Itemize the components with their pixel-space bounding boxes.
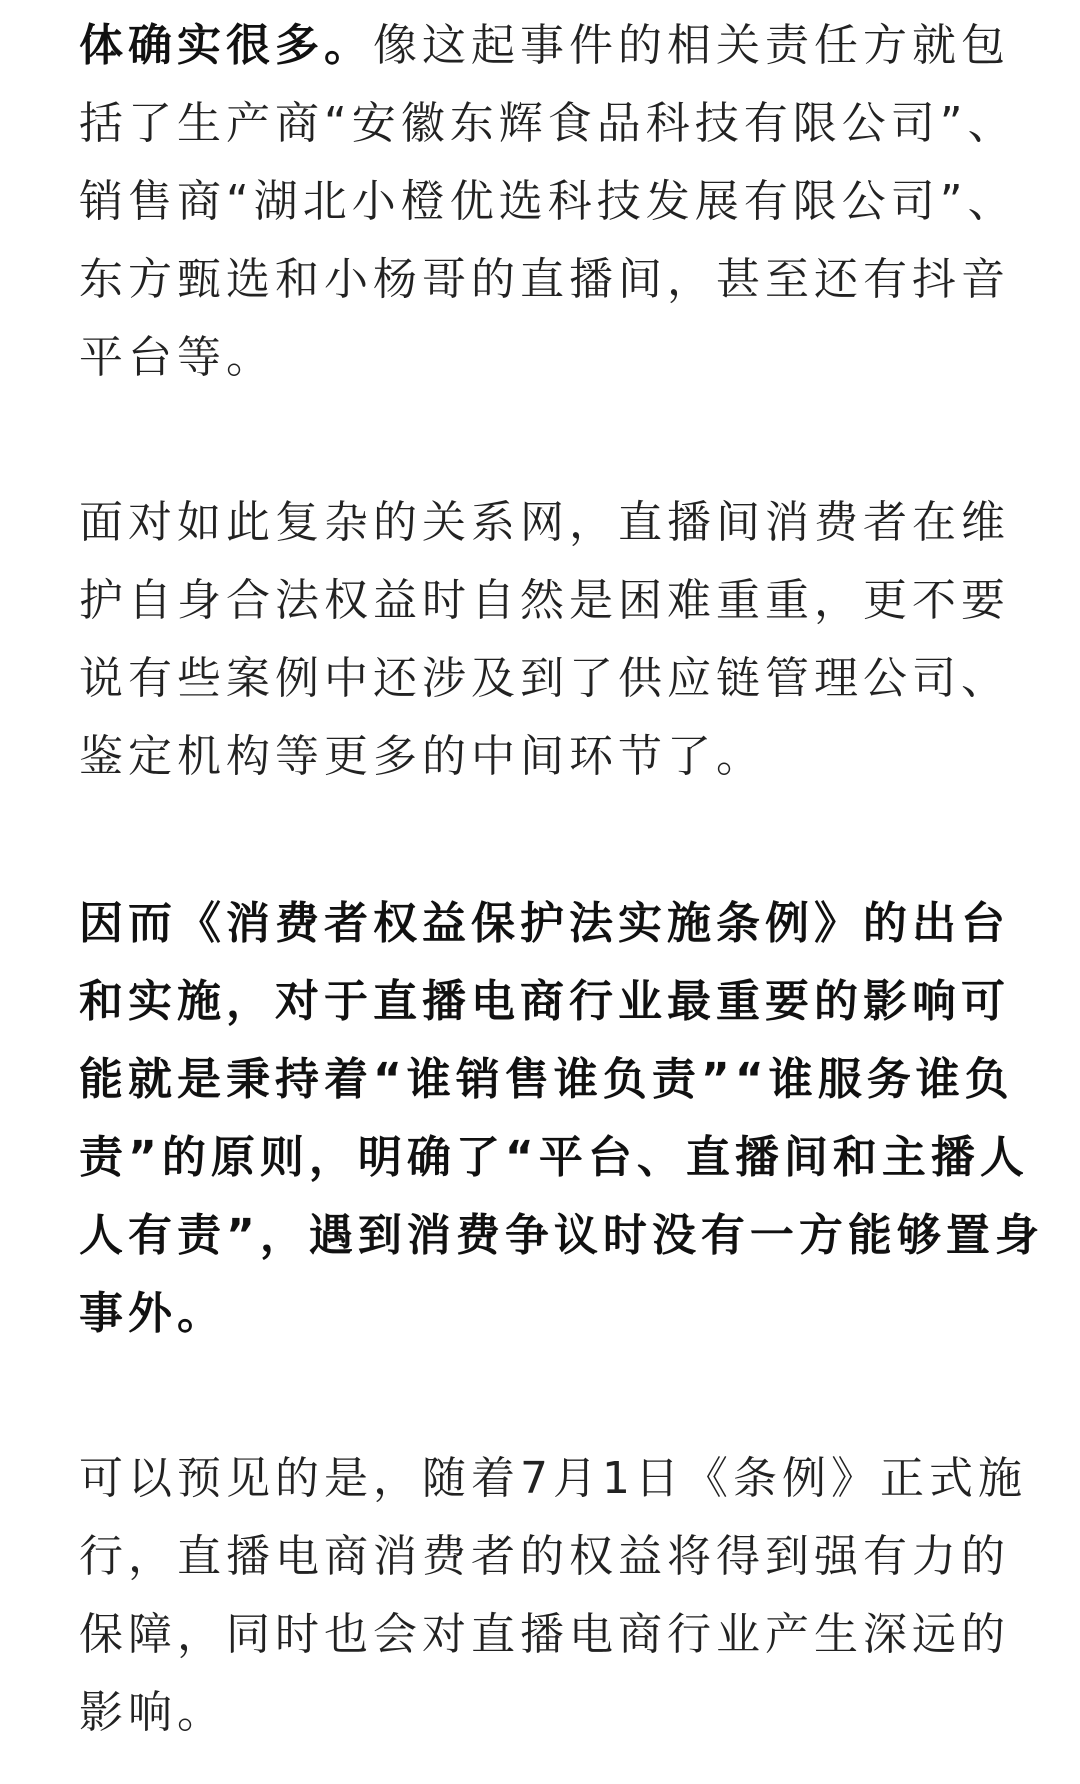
paragraph-4-line-2: 行，直播电商消费者的权益将得到强有力的 — [79, 1531, 1010, 1582]
paragraph-2-line-4: 鉴定机构等更多的中间环节了。 — [79, 731, 765, 782]
paragraph-4-line-3: 保障，同时也会对直播电商行业产生深远的 — [79, 1609, 1010, 1660]
paragraph-3-line-6: 事外。 — [79, 1288, 226, 1339]
paragraph-1-line-4: 东方甄选和小杨哥的直播间，甚至还有抖音 — [79, 254, 1010, 305]
paragraph-1-line-2: 括了生产商“安徽东辉食品科技有限公司”、 — [79, 98, 1017, 149]
paragraph-3 — [79, 885, 1044, 1353]
paragraph-1-text: 像这起事件的相关责任方就包 — [373, 20, 1010, 71]
paragraph-2-line-3: 说有些案例中还涉及到了供应链管理公司、 — [79, 653, 1010, 704]
paragraph-1-line-3: 销售商“湖北小橙优选科技发展有限公司”、 — [79, 176, 1017, 227]
paragraph-1 — [79, 7, 1017, 397]
paragraph-4-line-1: 可以预见的是，随着7月1日《条例》正式施 — [79, 1453, 1027, 1504]
paragraph-1-line-1 — [79, 7, 1010, 85]
paragraph-3-line-3: 能就是秉持着“谁销售谁负责”“谁服务谁负 — [79, 1054, 1014, 1105]
paragraph-4 — [79, 1440, 1027, 1752]
paragraph-2-line-2: 护自身合法权益时自然是困难重重，更不要 — [79, 575, 1010, 626]
paragraph-3-line-4: 责”的原则，明确了“平台、直播间和主播人 — [79, 1132, 1029, 1183]
paragraph-1-line-5: 平台等。 — [79, 332, 275, 383]
paragraph-3-line-5: 人有责”，遇到消费争议时没有一方能够置身 — [79, 1210, 1044, 1261]
paragraph-2 — [79, 484, 1010, 796]
paragraph-2-line-1: 面对如此复杂的关系网，直播间消费者在维 — [79, 497, 1010, 548]
paragraph-3-line-1: 因而《消费者权益保护法实施条例》的出台 — [79, 898, 1010, 949]
paragraph-4-line-4: 影响。 — [79, 1687, 226, 1738]
paragraph-1-bold-text: 体确实很多。 — [79, 20, 373, 71]
paragraph-3-line-2: 和实施，对于直播电商行业最重要的影响可 — [79, 976, 1010, 1027]
